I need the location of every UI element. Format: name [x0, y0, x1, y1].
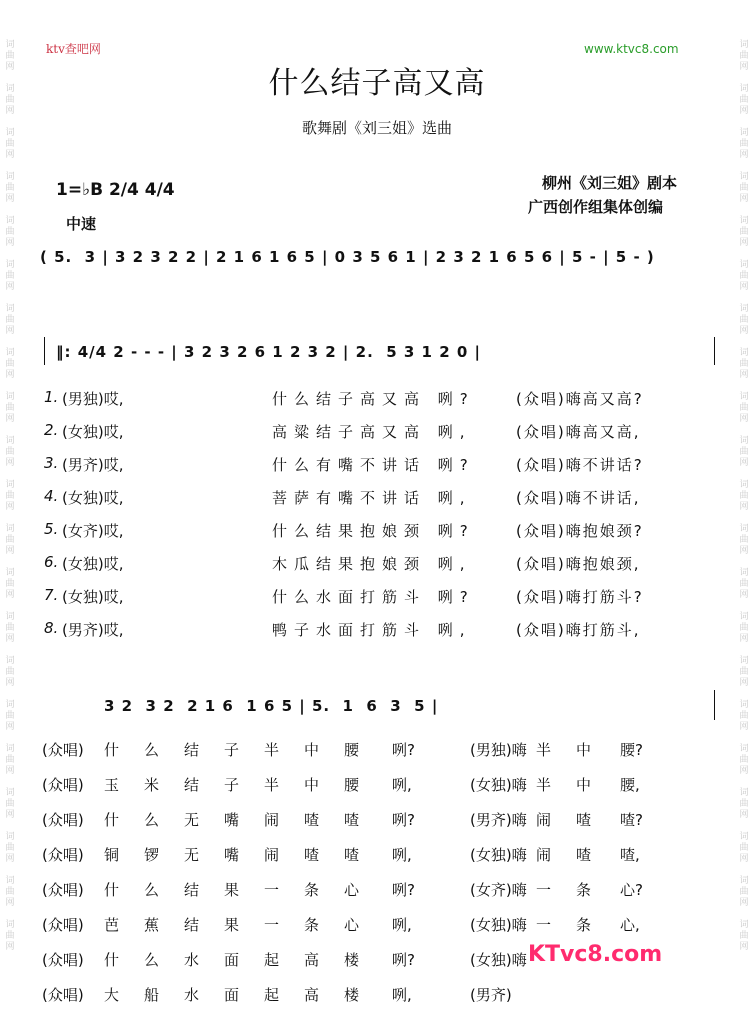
verse-number: 5. — [44, 520, 59, 538]
song-title: 什么结子高又高 — [268, 66, 486, 101]
lyric-char: 咧? — [392, 741, 415, 759]
verse-intro: (男齐)哎, — [62, 456, 124, 474]
lyric-char: 结 — [184, 916, 200, 934]
song-subtitle: 歌舞剧《刘三姐》选曲 — [301, 119, 452, 137]
lyric-char: 么 — [144, 741, 160, 759]
verse-intro: (男齐)哎, — [62, 621, 124, 639]
intro-notation: ( 5. 3 | 3 2 3 2 2 | 2 1 6 1 6 5 | 0 3 5 6 1 | 2 3 2 1 6 5 6 | 5 - | 5 - ) — [40, 248, 655, 266]
response-char: 喳 — [576, 846, 592, 864]
lyric-char: 条 — [304, 881, 320, 899]
lyric-char: 无 — [184, 846, 200, 864]
lyric-char: 闹 — [264, 846, 280, 864]
verse-response-lead: (男齐)嗨 — [470, 811, 527, 829]
lyric-char: 中 — [304, 741, 320, 759]
response-char: 中 — [576, 776, 592, 794]
verse-words: 高粱结子高又高 咧, — [272, 423, 472, 441]
lyric-char: 船 — [144, 986, 160, 1004]
verse-response: (众唱)嗨不讲话, — [516, 489, 641, 507]
verse-a-row — [0, 454, 754, 476]
response-char: 腰, — [620, 776, 640, 794]
verse-response-lead: (女独)嗨 — [470, 916, 527, 934]
verse-b-row — [0, 984, 754, 1006]
watermark-site-url[interactable]: www.ktvc8.com — [584, 42, 679, 56]
verse-response-lead: (女独)嗨 — [470, 776, 527, 794]
verse-lead: (众唱) — [42, 811, 84, 829]
lyric-char: 什 — [104, 811, 120, 829]
verse-intro: (男独)哎, — [62, 390, 124, 408]
lyric-char: 铜 — [104, 846, 120, 864]
lyric-char: 楼 — [344, 986, 360, 1004]
response-char: 腰? — [620, 741, 643, 759]
verse-lead: (众唱) — [42, 881, 84, 899]
verse-words: 什么结果抱娘颈 咧? — [272, 522, 475, 540]
lyric-char: 子 — [224, 776, 240, 794]
verse-response: (众唱)嗨抱娘颈? — [516, 522, 644, 540]
response-char: 一 — [536, 916, 552, 934]
lyric-char: 水 — [184, 986, 200, 1004]
repeat-barline — [44, 337, 45, 365]
response-char: 半 — [536, 741, 552, 759]
response-char: 闹 — [536, 811, 552, 829]
verse-b-row — [0, 844, 754, 866]
verse-number: 8. — [44, 619, 59, 637]
lyric-char: 么 — [144, 951, 160, 969]
lyric-char: 喳 — [344, 846, 360, 864]
verse-words: 鸭子水面打筋斗 咧, — [272, 621, 472, 639]
verse-b-row — [0, 774, 754, 796]
barline-end-1 — [714, 337, 715, 365]
verse-response: (众唱)嗨打筋斗, — [516, 621, 641, 639]
lyric-char: 中 — [304, 776, 320, 794]
key-signature: 1=♭B 2/4 4/4 — [56, 180, 175, 200]
lyric-char: 条 — [304, 916, 320, 934]
lyric-char: 锣 — [144, 846, 160, 864]
verse-a-row — [0, 553, 754, 575]
lyric-char: 一 — [264, 916, 280, 934]
credit-line-1: 柳州《刘三姐》剧本 — [542, 174, 678, 192]
verse-response: (众唱)嗨抱娘颈, — [516, 555, 641, 573]
lyric-char: 米 — [144, 776, 160, 794]
lyric-char: 咧, — [392, 776, 412, 794]
response-char: 喳 — [576, 811, 592, 829]
lyric-char: 咧, — [392, 916, 412, 934]
response-char: 喳? — [620, 811, 643, 829]
tempo-marking: 中速 — [66, 215, 97, 233]
lyric-char: 喳 — [304, 846, 320, 864]
verse-words: 什么水面打筋斗 咧? — [272, 588, 475, 606]
lyric-char: 咧? — [392, 811, 415, 829]
lyric-char: 高 — [304, 951, 320, 969]
response-char: 一 — [536, 881, 552, 899]
verse-intro: (女齐)哎, — [62, 522, 124, 540]
side-watermark-right: 词 曲 网 词 曲 网 词 曲 网 词 曲 网 词 曲 网 词 曲 网 词 曲 网 词 曲 网 词 曲 网 词 曲 网 词 曲 网 词 曲 网 词 曲 网 词 曲 网 词 曲 网 词 曲 网 词 曲 网 词 曲 网 词 曲 网 词 曲 网 词 曲 网 — [739, 40, 749, 952]
verse-words: 什么结子高又高 咧? — [272, 390, 475, 408]
verse-b-row — [0, 809, 754, 831]
lyric-char: 么 — [144, 881, 160, 899]
verse-response: (众唱)嗨高又高? — [516, 390, 644, 408]
lyric-char: 么 — [144, 811, 160, 829]
barline-end-2 — [714, 690, 715, 720]
lyric-char: 半 — [264, 741, 280, 759]
verse-lead: (众唱) — [42, 916, 84, 934]
ktv-logo-watermark: KTvc8.com — [528, 942, 663, 967]
side-watermark-left: 词 曲 网 词 曲 网 词 曲 网 词 曲 网 词 曲 网 词 曲 网 词 曲 网 词 曲 网 词 曲 网 词 曲 网 词 曲 网 词 曲 网 词 曲 网 词 曲 网 词 曲 网 词 曲 网 词 曲 网 词 曲 网 词 曲 网 词 曲 网 词 曲 网 — [5, 40, 15, 952]
verse-a-row — [0, 487, 754, 509]
verse-b-row — [0, 914, 754, 936]
verse-lead: (众唱) — [42, 951, 84, 969]
lyric-char: 芭 — [104, 916, 120, 934]
lyric-char: 腰 — [344, 776, 360, 794]
response-char: 半 — [536, 776, 552, 794]
verse-response: (众唱)嗨打筋斗? — [516, 588, 644, 606]
lyric-char: 起 — [264, 951, 280, 969]
verse-words: 木瓜结果抱娘颈 咧, — [272, 555, 472, 573]
verse-number: 2. — [44, 421, 59, 439]
verse-lead: (众唱) — [42, 846, 84, 864]
lyric-char: 子 — [224, 741, 240, 759]
verse-b-row — [0, 739, 754, 761]
lyric-char: 水 — [184, 951, 200, 969]
lyric-char: 结 — [184, 776, 200, 794]
lyric-char: 高 — [304, 986, 320, 1004]
verse-a-row — [0, 619, 754, 641]
lyric-char: 半 — [264, 776, 280, 794]
verse-intro: (女独)哎, — [62, 489, 124, 507]
verse-a-row — [0, 421, 754, 443]
verse-b-row — [0, 879, 754, 901]
lyric-char: 腰 — [344, 741, 360, 759]
response-char: 条 — [576, 916, 592, 934]
lyric-char: 喳 — [344, 811, 360, 829]
response-char: 心? — [620, 881, 643, 899]
verse-words: 菩萨有嘴不讲话 咧, — [272, 489, 472, 507]
verse-response-lead: (男齐) — [470, 986, 512, 1004]
lyric-char: 面 — [224, 951, 240, 969]
lyric-char: 什 — [104, 741, 120, 759]
lyric-char: 结 — [184, 881, 200, 899]
notation-line-1: ‖: 4/4 2 - - - | 3 2 3 2 6 1 2 3 2 | 2. 5 3 1 2 0 | — [56, 343, 481, 361]
verse-response: (众唱)嗨不讲话? — [516, 456, 644, 474]
verse-a-row — [0, 520, 754, 542]
notation-line-2: 3 2 3 2 2 1 6 1 6 5 | 5. 1 6 3 5 | — [104, 697, 439, 715]
lyric-char: 蕉 — [144, 916, 160, 934]
lyric-char: 大 — [104, 986, 120, 1004]
lyric-char: 果 — [224, 881, 240, 899]
verse-intro: (女独)哎, — [62, 423, 124, 441]
response-char: 条 — [576, 881, 592, 899]
verse-intro: (女独)哎, — [62, 588, 124, 606]
lyric-char: 无 — [184, 811, 200, 829]
verse-number: 6. — [44, 553, 59, 571]
credit-line-2: 广西创作组集体创编 — [528, 198, 664, 216]
lyric-char: 心 — [344, 881, 360, 899]
verse-lead: (众唱) — [42, 741, 84, 759]
lyric-char: 心 — [344, 916, 360, 934]
lyric-char: 咧, — [392, 846, 412, 864]
lyric-char: 咧, — [392, 986, 412, 1004]
lyric-char: 喳 — [304, 811, 320, 829]
response-char: 闹 — [536, 846, 552, 864]
verse-number: 7. — [44, 586, 59, 604]
lyric-char: 面 — [224, 986, 240, 1004]
lyric-char: 楼 — [344, 951, 360, 969]
response-char: 喳, — [620, 846, 640, 864]
verse-number: 1. — [44, 388, 59, 406]
verse-a-row — [0, 388, 754, 410]
lyric-char: 结 — [184, 741, 200, 759]
verse-response-lead: (男独)嗨 — [470, 741, 527, 759]
verse-words: 什么有嘴不讲话 咧? — [272, 456, 475, 474]
verse-response-lead: (女独)嗨 — [470, 951, 527, 969]
lyric-char: 闹 — [264, 811, 280, 829]
verse-number: 3. — [44, 454, 59, 472]
verse-intro: (女独)哎, — [62, 555, 124, 573]
verse-lead: (众唱) — [42, 986, 84, 1004]
verse-a-row — [0, 586, 754, 608]
lyric-char: 什 — [104, 881, 120, 899]
lyric-char: 嘴 — [224, 811, 240, 829]
verse-response: (众唱)嗨高又高, — [516, 423, 641, 441]
response-char: 心, — [620, 916, 640, 934]
lyric-char: 咧? — [392, 951, 415, 969]
verse-number: 4. — [44, 487, 59, 505]
verse-lead: (众唱) — [42, 776, 84, 794]
watermark-site-name: ktv查吧网 — [46, 42, 101, 56]
response-char: 中 — [576, 741, 592, 759]
lyric-char: 果 — [224, 916, 240, 934]
lyric-char: 什 — [104, 951, 120, 969]
verse-response-lead: (女独)嗨 — [470, 846, 527, 864]
lyric-char: 咧? — [392, 881, 415, 899]
lyric-char: 玉 — [104, 776, 120, 794]
lyric-char: 起 — [264, 986, 280, 1004]
lyric-char: 嘴 — [224, 846, 240, 864]
lyric-char: 一 — [264, 881, 280, 899]
verse-response-lead: (女齐)嗨 — [470, 881, 527, 899]
